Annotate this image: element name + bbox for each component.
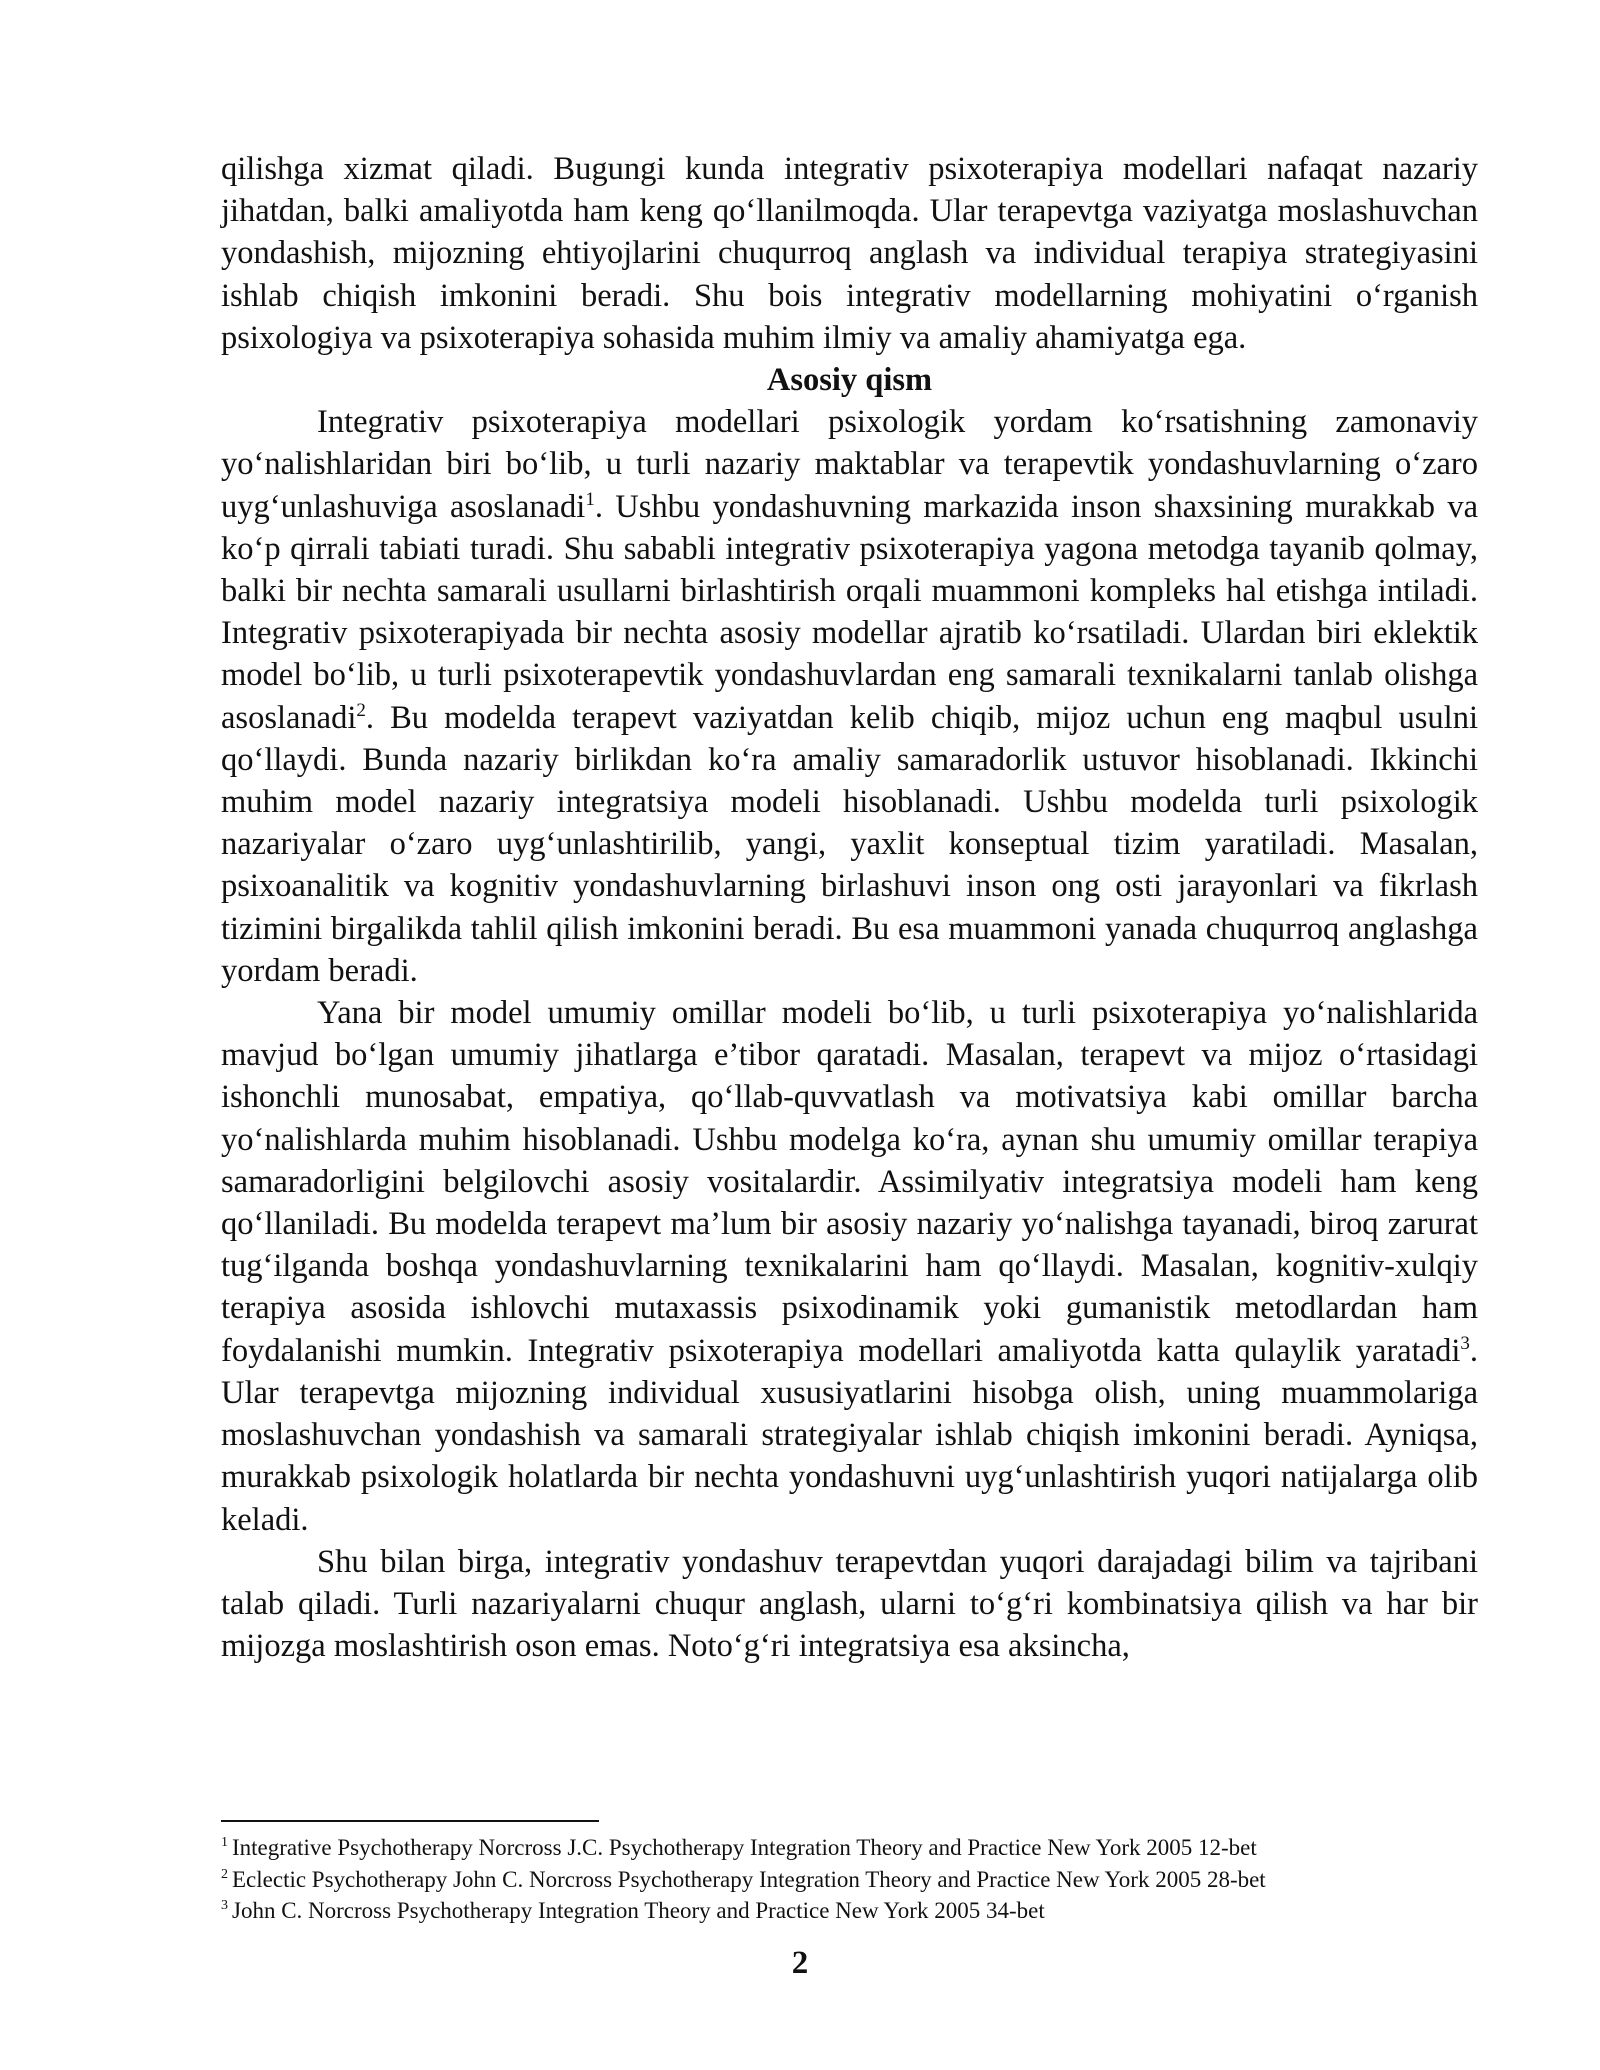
page-number: 2: [791, 1945, 809, 1981]
section-heading: Asosiy qism: [766, 362, 933, 399]
footnote-ref-3[interactable]: 3: [1460, 1332, 1470, 1354]
footnote-ref-2[interactable]: 2: [356, 699, 366, 721]
paragraph-1-text-b: . Ushbu yondashuvning markazida inson shaxsining murakkab va ko‘p qirrali tabiati turadi. Shu sababli integrativ psixoterapiya yagona metodga tayanib qolmay, balki bir nechta samarali usullarni birlashtirish orqali muammoni kompleks hal etishga intiladi. Integrativ psixoterapiyada bir nechta asosiy modellar ajratib ko‘rsatiladi. Ulardan biri eklektik model bo‘lib, u turli psixoterapevtik yondashuvlardan eng samarali texnikalarni tanlab olishga asoslanadi: [221, 488, 1478, 736]
paragraph-2-text-a: Yana bir model umumiy omillar modeli bo‘lib, u turli psixoterapiya yo‘nalishlarida mavjud bo‘lgan umumiy jihatlarga e’tibor qaratadi. Masalan, terapevt va mijoz o‘rtasidagi ishonchli munosabat, empatiya, qo‘llab-quvvatlash va motivatsiya kabi omillar barcha yo‘nalishlarda muhim hisoblanadi. Ushbu modelga ko‘ra, aynan shu umumiy omillar terapiya samaradorligini belgilovchi asosiy vositalardir. Assimilyativ integratsiya modeli ham keng qo‘llaniladi. Bu modelda terapevt ma’lum bir asosiy nazariy yo‘nalishga tayanadi, biroq zarurat tug‘ilganda boshqa yondashuvlarning texnikalarini ham qo‘llaydi. Masalan, kognitiv-xulqiy terapiya asosida ishlovchi mutaxassis psixodinamik yoki gumanistik metodlardan ham foydalanishi mumkin. Integrativ psixoterapiya modellari amaliyotda katta qulaylik yaratadi: [221, 995, 1478, 1369]
paragraph-1-text-c: . Bu modelda terapevt vaziyatdan kelib chiqib, mijoz uchun eng maqbul usulni qo‘llaydi. Bunda nazariy birlikdan ko‘ra amaliy samaradorlik ustuvor hisoblanadi. Ikkinchi muhim model nazariy integratsiya modeli hisoblanadi. Ushbu modelda turli psixologik nazariyalar o‘zaro uyg‘unlashtirilib, yangi, yaxlit konseptual tizim yaratiladi. Masalan, psixoanalitik va kognitiv yondashuvlarning birlashuvi inson ong osti jarayonlari va fikrlash tizimini birgalikda tahlil qilish imkonini beradi. Bu esa muammoni yanada chuqurroq anglashga yordam beradi.: [221, 699, 1478, 989]
body-paragraph-1: [221, 401, 1478, 992]
footnote-marker: 3: [221, 1898, 228, 1914]
footnote-ref-1[interactable]: 1: [585, 488, 595, 510]
footnote-separator: [221, 1820, 599, 1822]
body-paragraph-2: [221, 992, 1478, 1541]
footnote-text: Eclectic Psychotherapy John C. Norcross Psychotherapy Integration Theory and Practice New York 2005 28-bet: [232, 1866, 1266, 1892]
footnote-marker: 2: [221, 1866, 228, 1882]
footnote-item: [221, 1864, 1478, 1896]
intro-paragraph: qilishga xizmat qiladi. Bugungi kunda integrativ psixoterapiya modellari nafaqat nazariy jihatdan, balki amaliyotda ham keng qo‘llanilmoqda. Ular terapevtga vaziyatga moslashuvchan yondashish, mijozning ehtiyojlarini chuqurroq anglash va individual terapiya strategiyasini ishlab chiqish imkonini beradi. Shu bois integrativ modellarning mohiyatini o‘rganish psixologiya va psixoterapiya sohasida muhim ilmiy va amaliy ahamiyatga ega.: [221, 151, 1478, 356]
paragraph-2-text-b: . Ular terapevtga mijozning individual xususiyatlarini hisobga olish, uning muammolariga moslashuvchan yondashish va samarali strategiyalar ishlab chiqish imkonini beradi. Ayniqsa, murakkab psixologik holatlarda bir nechta yondashuvni uyg‘unlashtirish yuqori natijalarga olib keladi.: [221, 1332, 1478, 1538]
paragraph-1-text-a: Integrativ psixoterapiya modellari psixologik yordam ko‘rsatishning zamonaviy yo‘nalishlaridan biri bo‘lib, u turli nazariy maktablar va terapevtik yondashuvlarning o‘zaro uyg‘unlashuviga asoslanadi: [221, 404, 1478, 525]
footnote-marker: 1: [221, 1835, 228, 1851]
footnote-item: [221, 1895, 1478, 1927]
footnote-item: [221, 1832, 1478, 1864]
footnote-text: Integrative Psychotherapy Norcross J.C. Psychotherapy Integration Theory and Practice New York 2005 12-bet: [232, 1835, 1257, 1860]
body-paragraph-3: Shu bilan birga, integrativ yondashuv terapevtdan yuqori darajadagi bilim va tajribani talab qiladi. Turli nazariyalarni chuqur anglash, ularni to‘g‘ri kombinatsiya qilish va har bir mijozga moslashtirish oson emas. Noto‘g‘ri integratsiya esa aksincha,: [221, 1543, 1478, 1665]
main-text: [221, 148, 1478, 1667]
footnote-text: John C. Norcross Psychotherapy Integration Theory and Practice New York 2005 34-bet: [232, 1898, 1045, 1923]
footnotes: [221, 1832, 1478, 1927]
